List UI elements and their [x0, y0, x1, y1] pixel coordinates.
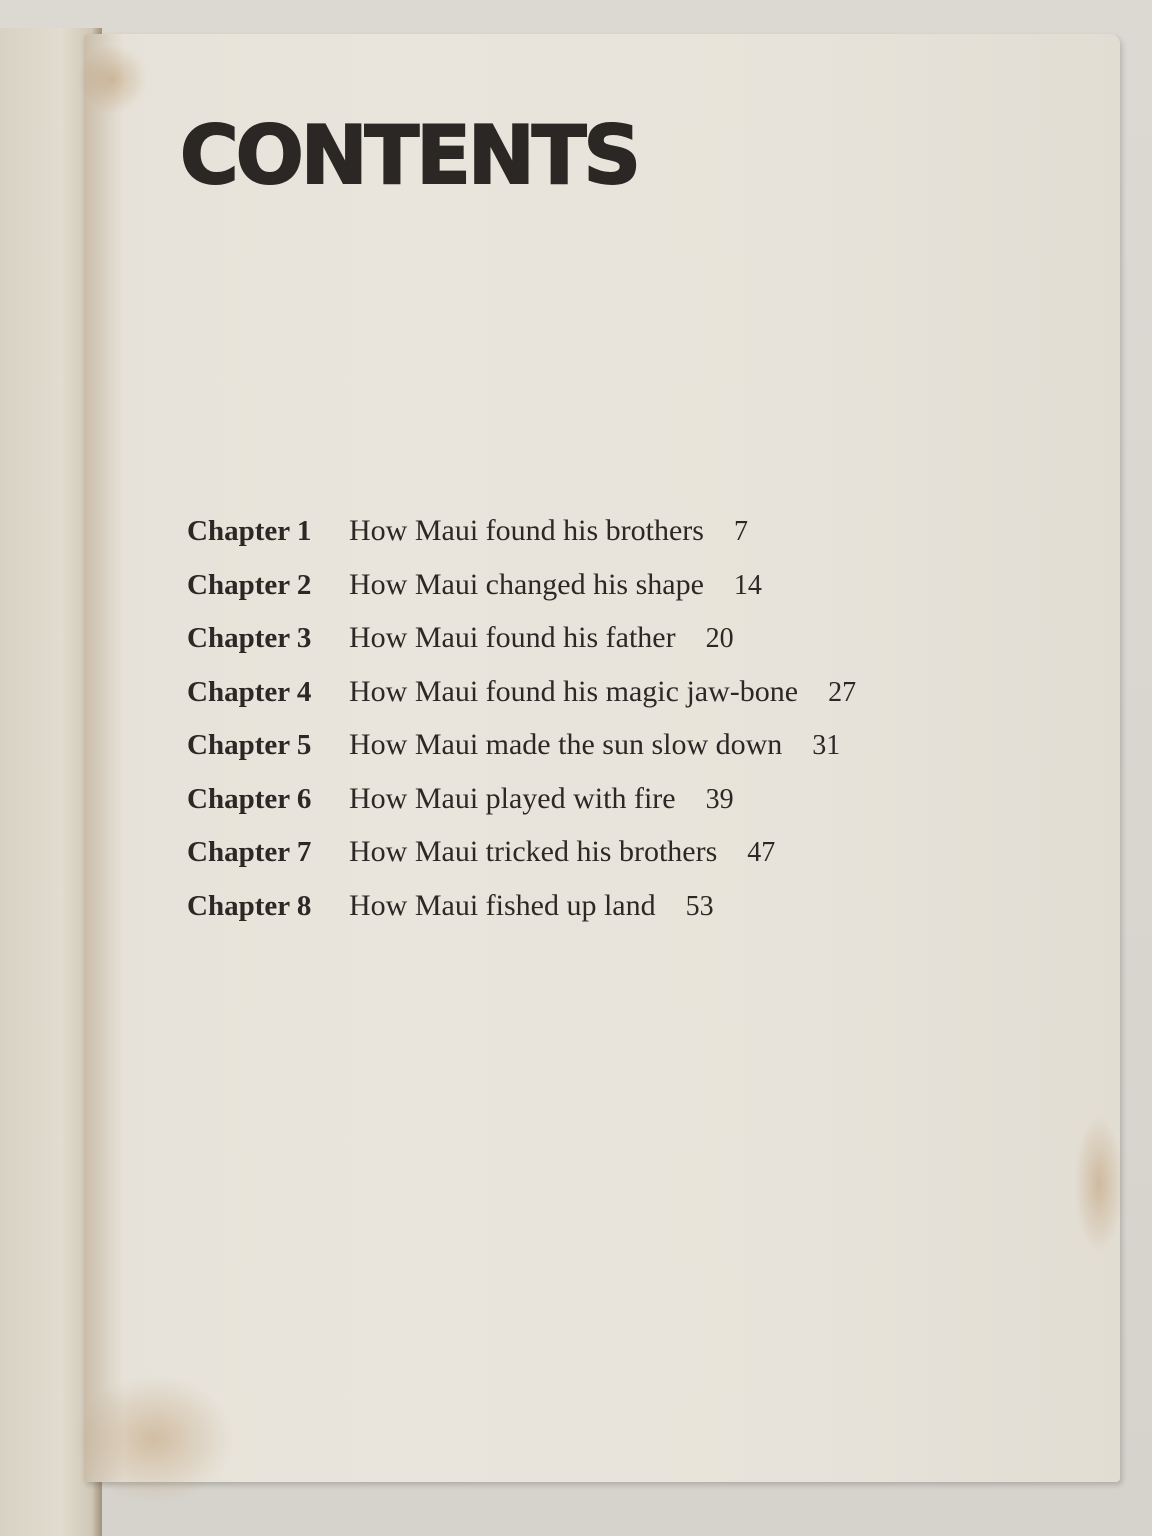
chapter-page-number: 20	[705, 623, 734, 654]
chapter-page-number: 14	[733, 569, 762, 601]
toc-entry	[187, 621, 856, 675]
chapter-label: Chapter 4	[187, 675, 312, 708]
chapter-title: How Maui played with fire	[349, 781, 676, 815]
page-stain	[1074, 1114, 1124, 1254]
page-stain	[78, 44, 148, 114]
chapter-page-number: 27	[828, 676, 857, 708]
chapter-title: How Maui found his brothers	[349, 514, 704, 547]
chapter-title: How Maui found his father	[349, 621, 676, 654]
toc-entry	[187, 568, 856, 622]
chapter-page-number: 53	[685, 890, 714, 922]
table-of-contents	[187, 514, 856, 942]
page-stain	[74, 1374, 234, 1504]
chapter-title: How Maui tricked his brothers	[349, 835, 718, 868]
chapter-title: How Maui fished up land	[349, 888, 656, 922]
chapter-label: Chapter 2	[187, 568, 312, 601]
chapter-label: Chapter 1	[187, 515, 312, 547]
chapter-label: Chapter 3	[187, 622, 312, 654]
chapter-label: Chapter 8	[187, 889, 312, 922]
chapter-page-number: 39	[705, 783, 734, 815]
toc-entry	[187, 514, 856, 568]
toc-entry	[187, 889, 856, 943]
chapter-label: Chapter 6	[187, 782, 312, 815]
toc-entry	[187, 835, 856, 889]
chapter-page-number: 31	[812, 730, 841, 761]
toc-entry	[187, 782, 856, 836]
page-title: CONTENTS	[180, 109, 639, 202]
toc-entry	[187, 728, 856, 782]
chapter-title: How Maui found his magic jaw-bone	[349, 674, 799, 708]
book-page	[84, 34, 1120, 1482]
chapter-page-number: 7	[733, 516, 748, 547]
chapter-label: Chapter 7	[187, 836, 312, 868]
toc-entry	[187, 675, 856, 729]
chapter-title: How Maui changed his shape	[349, 567, 704, 601]
chapter-page-number: 47	[747, 837, 776, 868]
chapter-label: Chapter 5	[187, 729, 312, 761]
chapter-title: How Maui made the sun slow down	[349, 728, 783, 761]
